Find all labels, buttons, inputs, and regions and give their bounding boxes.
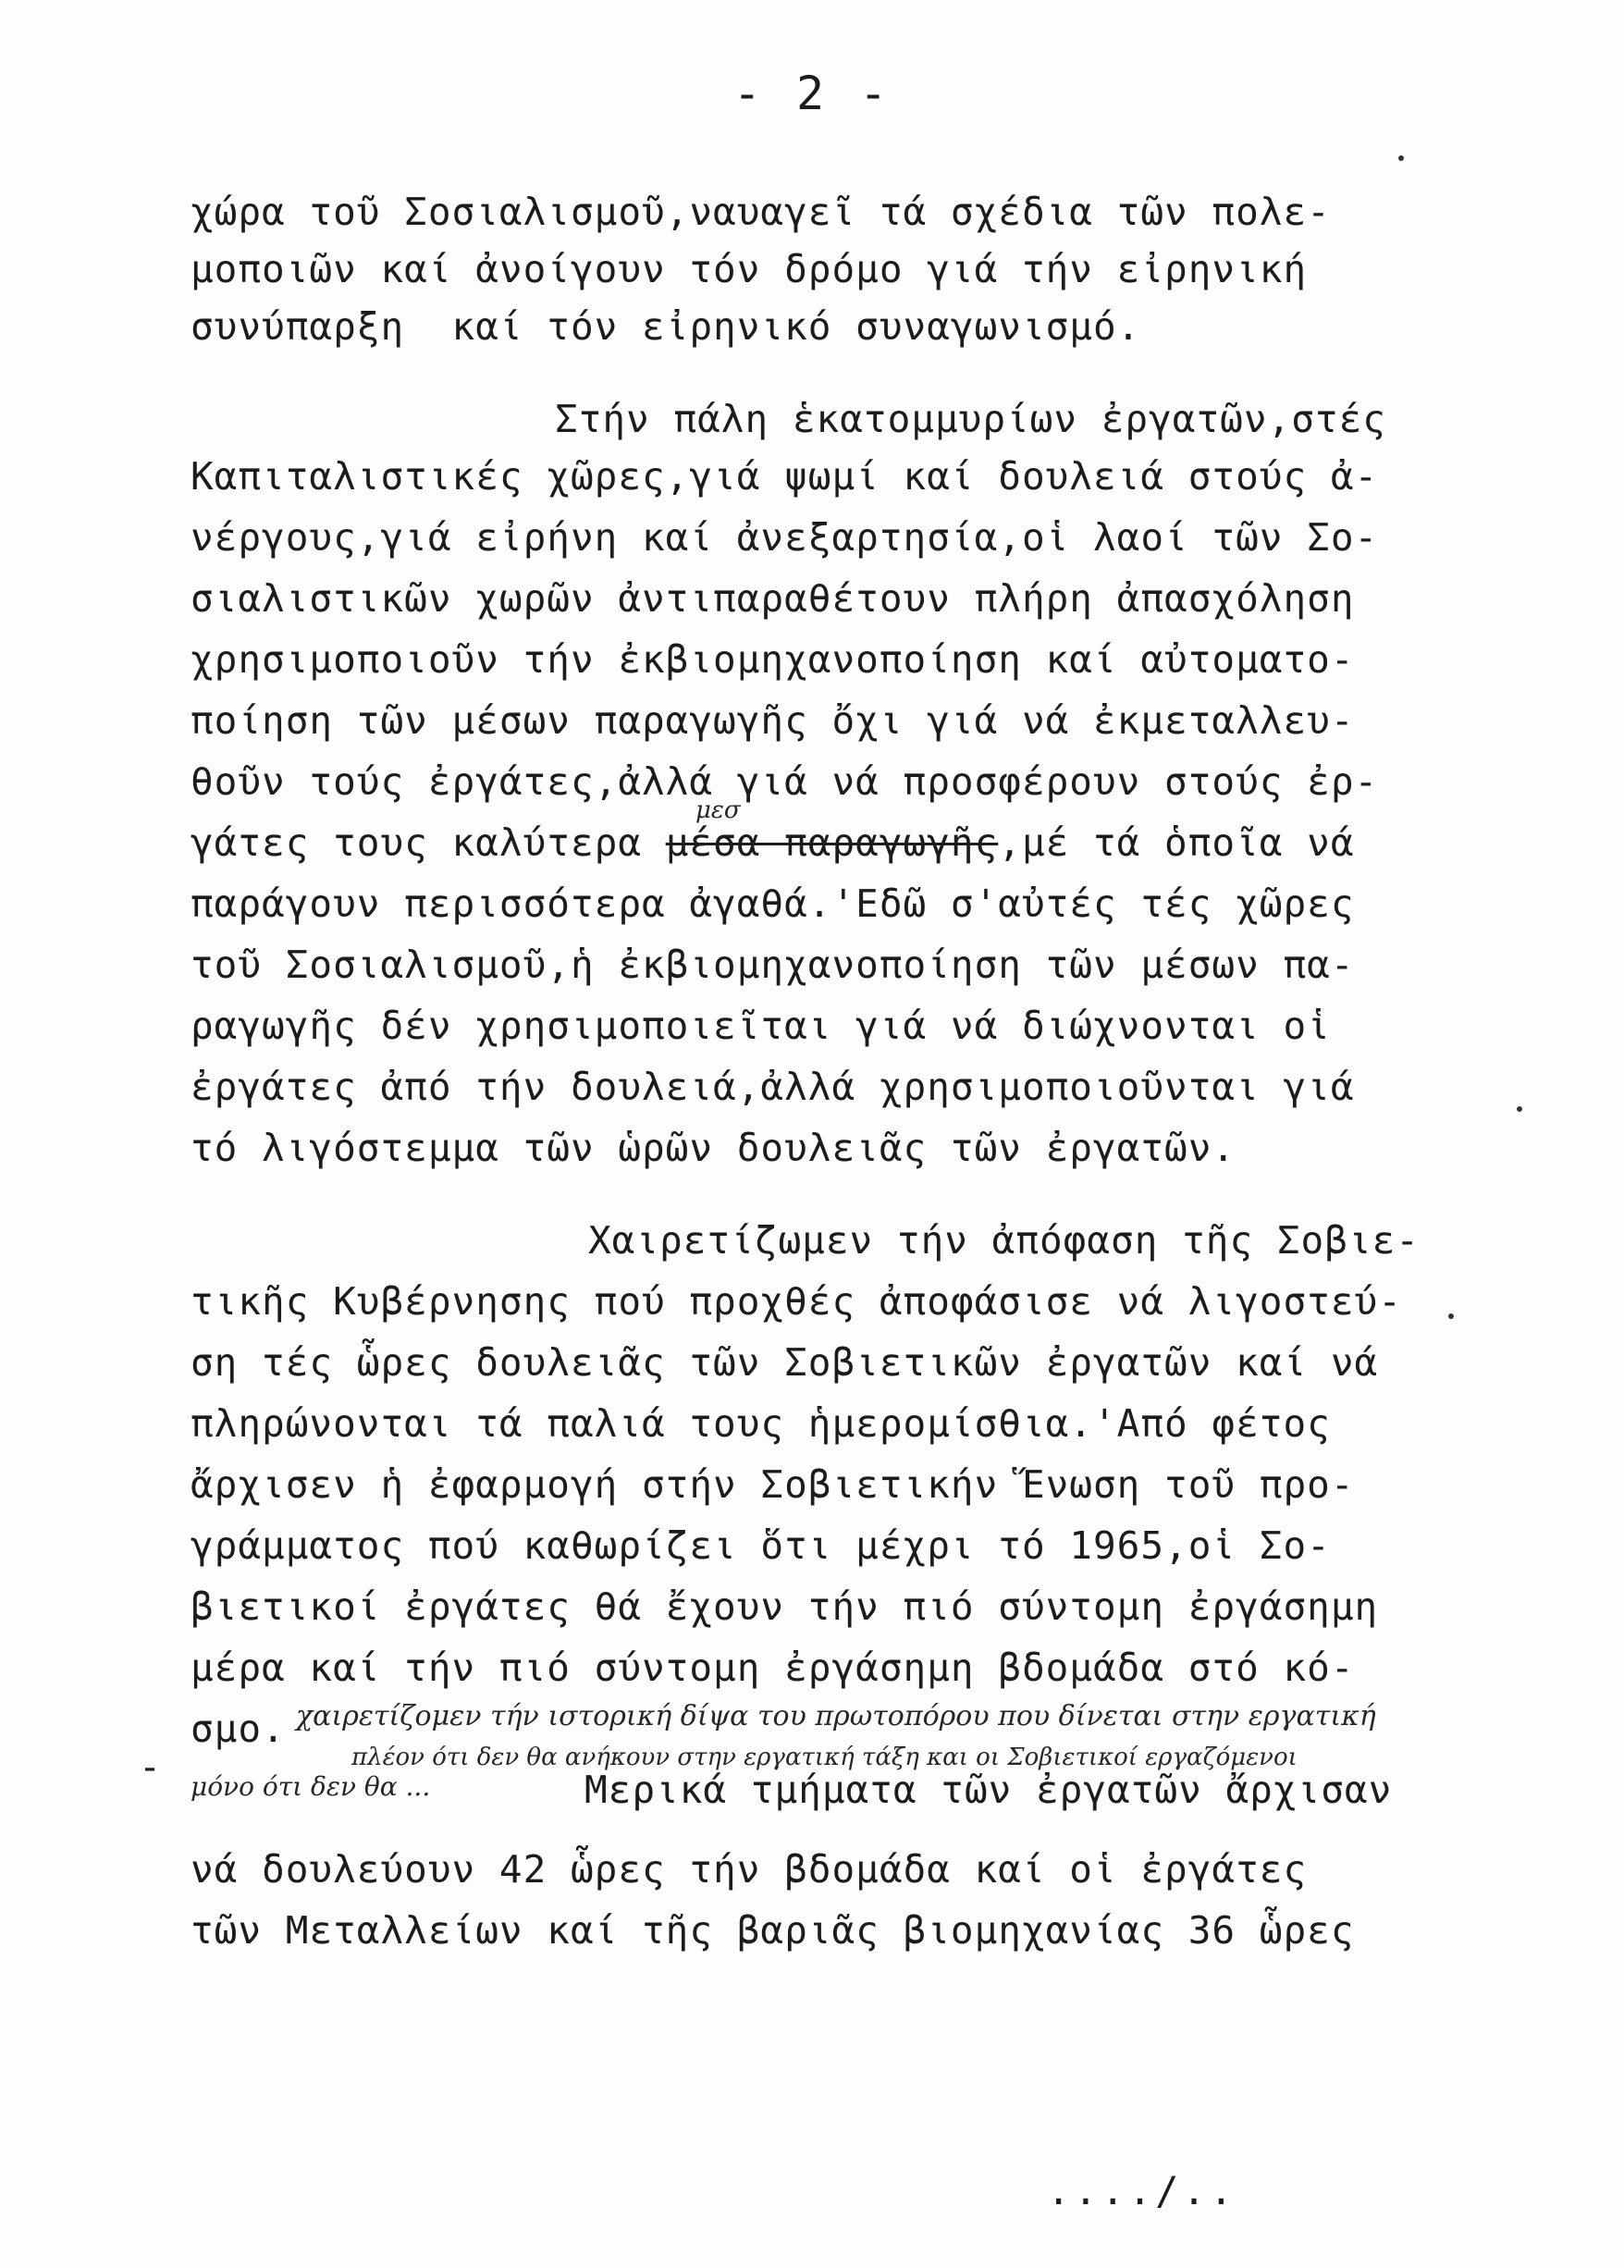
text-line: νά δουλεύουν 42 ὧρες τήν βδομάδα καί οἱ ἐργάτες: [191, 1847, 1308, 1892]
paragraph-start-line: Στήν πάλη ἑκατομμυρίων ἐργατῶν,στές: [555, 397, 1386, 441]
text-line: τῶν Μεταλλείων καί τῆς βαριᾶς βιομηχανίας 36 ὧρες: [191, 1908, 1355, 1953]
scan-speck: [1398, 155, 1404, 161]
continuation-marker: ..../..: [1047, 2168, 1237, 2213]
text-line: ἐργάτες ἀπό τήν δουλειά,ἀλλά χρησιμοποιοῦνται γιά: [191, 1065, 1355, 1109]
text-line: θοῦν τούς ἐργάτες,ἀλλά γιά νά προσφέρουν στούς ἐρ-: [191, 759, 1379, 804]
handwritten-note: μόνο ότι δεν θα ...: [191, 1771, 431, 1802]
text-line: ραγωγῆς δέν χρησιμοποιεῖται γιά νά διώχνονται οἱ: [191, 1004, 1331, 1048]
text-line: ἄρχισεν ἡ ἐφαρμογή στήν Σοβιετικήν Ἕνωση τοῦ προ-: [191, 1462, 1355, 1507]
corrected-line: [191, 816, 1355, 869]
text-line: Καπιταλιστικές χῶρες,γιά ψωμί καί δουλειά στούς ἀ-: [191, 454, 1379, 499]
page-number: - 2 -: [732, 67, 892, 120]
paragraph-start-line: Χαιρετίζωμεν τήν ἀπόφαση τῆς Σοβιε-: [588, 1218, 1420, 1263]
text-line: συνύπαρξη καί τόν εἰρηνικό συναγωνισμό.: [191, 304, 1141, 349]
text-line: ποίηση τῶν μέσων παραγωγῆς ὄχι γιά νά ἐκμεταλλευ-: [191, 698, 1355, 743]
text-line: νέργους,γιά εἰρήνη καί ἀνεξαρτησία,οἱ λαοί τῶν Σο-: [191, 515, 1379, 560]
text-segment: γάτες τους καλύτερα: [191, 820, 666, 865]
handwritten-note: πλέον ότι δεν θα ανήκουν στην εργατική τάξη και οι Σοβιετικοί εργαζόμενοι: [351, 1744, 1298, 1771]
text-line: τοῦ Σοσιαλισμοῦ,ἡ ἐκβιομηχανοποίηση τῶν μέσων πα-: [191, 943, 1355, 987]
text-line: μέρα καί τήν πιό σύντομη ἐργάσημη βδομάδα στό κό-: [191, 1646, 1355, 1690]
text-line: ση τές ὧρες δουλειᾶς τῶν Σοβιετικῶν ἐργατῶν καί νά: [191, 1340, 1379, 1385]
text-line: βιετικοί ἐργάτες θά ἔχουν τήν πιό σύντομη ἐργάσημη: [191, 1584, 1379, 1629]
text-line: σμο.: [191, 1707, 286, 1751]
text-line: πληρώνονται τά παλιά τους ἡμερομίσθια.'Από φέτος: [191, 1401, 1331, 1446]
scan-speck: [1517, 1106, 1522, 1112]
text-line: σιαλιστικῶν χωρῶν ἀντιπαραθέτουν πλήρη ἀπασχόληση: [191, 576, 1355, 621]
struck-text: μέσα παραγωγῆς: [665, 820, 999, 865]
text-line: τό λιγόστεμμα τῶν ὡρῶν δουλειᾶς τῶν ἐργατῶν.: [191, 1126, 1236, 1170]
text-line: παράγουν περισσότερα ἀγαθά.'Εδῶ σ'αὐτές τές χῶρες: [191, 881, 1355, 926]
text-line: γράμματος πού καθωρίζει ὅτι μέχρι τό 1965,οἱ Σο-: [191, 1523, 1331, 1568]
text-line: χώρα τοῦ Σοσιαλισμοῦ,ναυαγεῖ τά σχέδια τῶν πολε-: [191, 190, 1331, 234]
handwritten-note: χαιρετίζομεν τήν ιστορική δίψα του πρωτοπόρου που δίνεται στην εργατική: [296, 1700, 1376, 1732]
text-line: τικῆς Κυβέρνησης πού προχθές ἀποφάσισε νά λιγοστεύ-: [191, 1279, 1402, 1324]
text-line: χρησιμοποιοῦν τήν ἐκβιομηχανοποίηση καί αὐτοματο-: [191, 637, 1355, 682]
text-segment: ,μέ τά ὁποῖα νά: [998, 820, 1355, 865]
scan-speck: [1448, 1313, 1454, 1319]
text-line: μοποιῶν καί ἀνοίγουν τόν δρόμο γιά τήν εἰρηνική: [191, 247, 1308, 291]
handwritten-insertion: μεσ: [695, 796, 741, 824]
margin-dash: -: [139, 1746, 162, 1789]
text-line: Μερικά τμήματα τῶν ἐργατῶν ἄρχισαν: [584, 1768, 1393, 1812]
